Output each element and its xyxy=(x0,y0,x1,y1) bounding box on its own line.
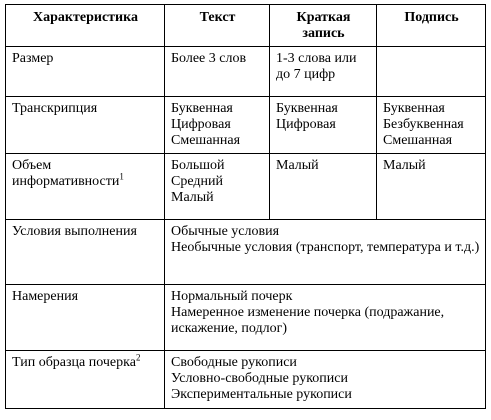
cell-value: Цифровая xyxy=(171,117,231,132)
cell-value: Цифровая xyxy=(276,117,336,132)
cell-value: Смешанная xyxy=(171,133,241,148)
row-label-text: Объем информативности$^1$ xyxy=(12,158,124,189)
characteristics-table-container xyxy=(5,4,486,409)
cell-value: Буквенная xyxy=(383,101,445,116)
cell-volume-signature xyxy=(377,154,486,220)
table-row-sample-type xyxy=(6,351,486,409)
cell-value: Буквенная xyxy=(276,101,338,116)
characteristics-table xyxy=(5,4,486,409)
row-label-text: Намерения xyxy=(12,289,79,304)
cell-conditions-merged xyxy=(165,220,486,285)
row-label-sample-type xyxy=(6,351,165,409)
table-row-conditions xyxy=(6,220,486,285)
table-row-transcription xyxy=(6,97,486,154)
footnote-marker: 2 xyxy=(135,352,141,363)
row-label-text: Тип образца почерка$^2$ xyxy=(12,352,141,370)
cell-value: Безбуквенная xyxy=(383,117,464,132)
cell-value: Свободные рукописи xyxy=(171,355,297,370)
header-characteristic: Характеристика xyxy=(6,5,165,47)
cell-sample-type-merged xyxy=(165,351,486,409)
header-text: Текст xyxy=(165,5,270,47)
row-label-conditions xyxy=(6,220,165,285)
row-label-text: Транскрипция xyxy=(12,101,98,116)
cell-intent-merged xyxy=(165,285,486,351)
cell-value: Малый xyxy=(383,158,426,173)
table-row-size xyxy=(6,47,486,97)
header-row xyxy=(6,5,486,47)
cell-value: Средний xyxy=(171,174,223,189)
cell-value: Намеренное изменение почерка (подражание, искажение, подлог) xyxy=(171,305,445,336)
row-label-transcription xyxy=(6,97,165,154)
table-row-intent xyxy=(6,285,486,351)
cell-size-text xyxy=(165,47,270,97)
cell-value: Экспериментальные рукописи xyxy=(171,387,352,402)
cell-size-short xyxy=(270,47,377,97)
cell-volume-short xyxy=(270,154,377,220)
row-label-intent xyxy=(6,285,165,351)
cell-value: Условно-свободные рукописи xyxy=(171,371,348,386)
cell-value: Малый xyxy=(276,158,319,173)
cell-value: Нормальный почерк xyxy=(171,289,293,304)
cell-value: Большой xyxy=(171,158,225,173)
row-label-volume xyxy=(6,154,165,220)
cell-volume-text xyxy=(165,154,270,220)
cell-value: Более 3 слов xyxy=(171,51,247,66)
cell-transcription-signature xyxy=(377,97,486,154)
cell-size-signature xyxy=(377,47,486,97)
cell-value: Смешанная xyxy=(383,133,453,148)
row-label-text: Условия выполнения xyxy=(12,224,137,239)
cell-value: Буквенная xyxy=(171,101,233,116)
row-label-text: Размер xyxy=(12,51,54,66)
cell-transcription-short xyxy=(270,97,377,154)
header-signature: Подпись xyxy=(377,5,486,47)
cell-value: Обычные условия xyxy=(171,224,280,239)
row-label-size xyxy=(6,47,165,97)
cell-value: 1-3 слова или до 7 цифр xyxy=(276,51,357,82)
cell-value: Необычные условия (транспорт, температура и т.д.) xyxy=(171,240,480,255)
footnote-marker: 1 xyxy=(119,171,124,182)
header-short-record: Краткая запись xyxy=(270,5,377,47)
cell-transcription-text xyxy=(165,97,270,154)
table-row-volume xyxy=(6,154,486,220)
cell-value: Малый xyxy=(171,190,214,205)
